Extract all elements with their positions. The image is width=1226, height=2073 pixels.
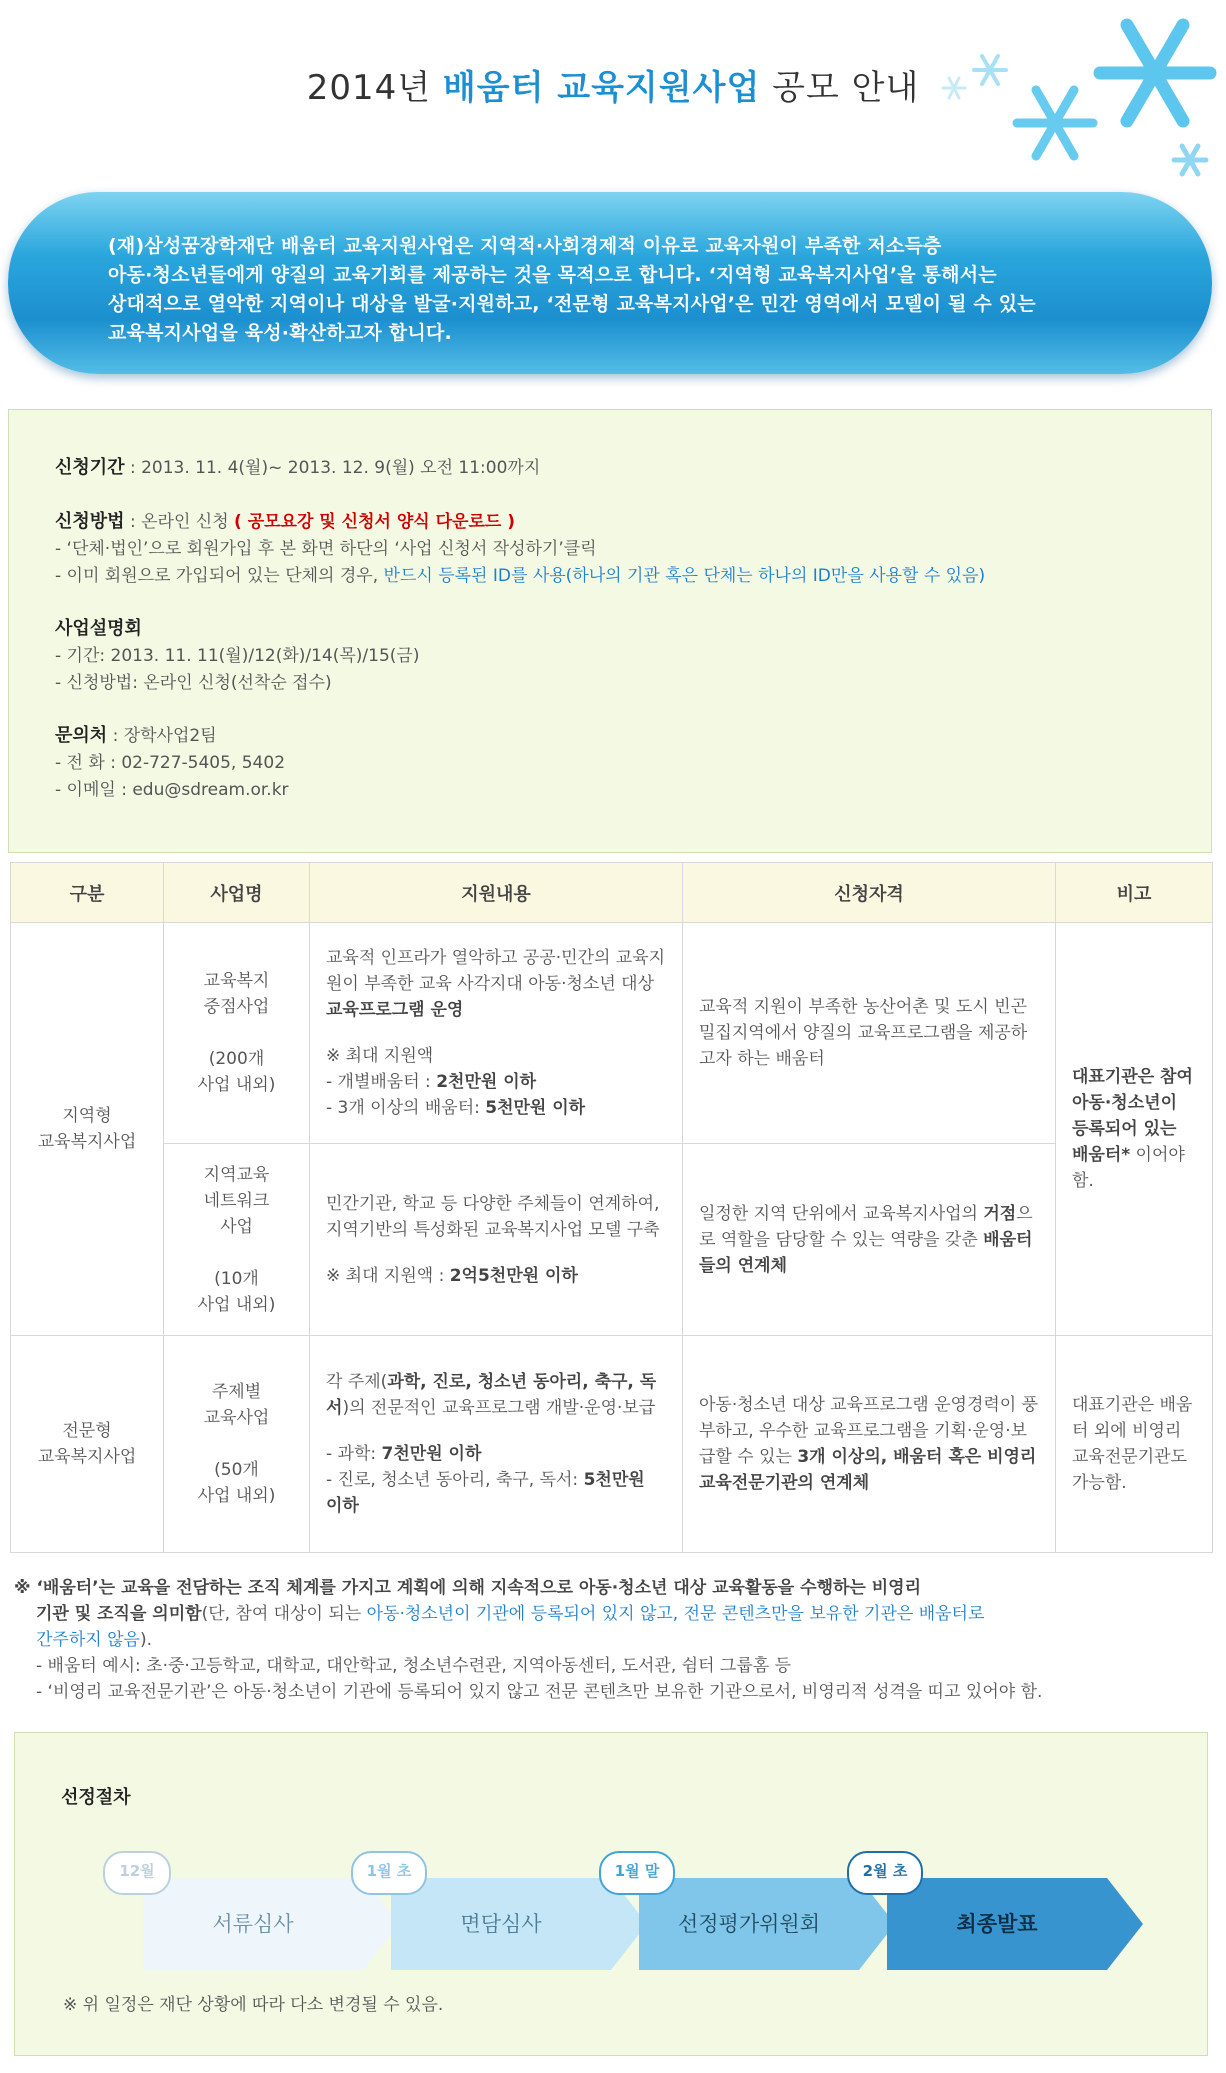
table-row xyxy=(11,1336,1213,1553)
content-bold: 과학, 진로, 청소년 동아리, 축구, 독서 xyxy=(326,1372,657,1418)
intro-line: 상대적으로 열악한 지역이나 대상을 발굴·지원하고, ‘전문형 교육복지사업’은 민간 영역에서 모델이 될 수 있는 xyxy=(108,293,1036,315)
schedule-note: ※ 위 일정은 재단 상황에 따라 다소 변경될 수 있음. xyxy=(63,1995,444,2015)
qualification-cell xyxy=(683,1144,1056,1336)
snowflake-icon xyxy=(1010,78,1100,168)
column-header: 지원내용 xyxy=(310,863,683,923)
content-bold: 2천만원 이하 xyxy=(436,1072,537,1092)
table-header-row xyxy=(11,863,1213,923)
method-line-highlight: 반드시 등록된 ID를 사용(하나의 기관 혹은 단체는 하나의 ID만을 사용할 수 있음) xyxy=(383,566,986,586)
qual-bold: 배움터들의 연계체 xyxy=(699,1229,1033,1276)
intro-text xyxy=(108,232,1128,348)
category-cell: 전문형 교육복지사업 xyxy=(11,1336,164,1553)
contact-phone: - 전 화 : 02-727-5405, 5402 xyxy=(55,753,286,773)
step-label: 면담심사 xyxy=(460,1912,542,1936)
content-text: - 과학: xyxy=(326,1444,382,1464)
qualification-cell: 교육적 지원이 부족한 농산어촌 및 도시 빈곤 밀집지역에서 양질의 교육프로그램을 제공하고자 하는 배움터 xyxy=(683,923,1056,1144)
footnote-line: - 배움터 예시: 초·중·고등학교, 대학교, 대안학교, 청소년수련관, 지역아동센터, 도서관, 쉼터 그룹홈 등 xyxy=(36,1656,791,1676)
qual-text: 아동·청소년 대상 교육프로그램 운영경력이 풍부하고, 우수한 교육프로그램을 기획·운영·보급할 수 있는 xyxy=(699,1395,1039,1467)
title-highlight: 배움터 교육지원사업 xyxy=(442,68,761,108)
footnote-line xyxy=(14,1627,1214,1653)
contact-team: : 장학사업2팀 xyxy=(107,726,217,746)
note-cell xyxy=(1056,923,1213,1336)
footnote-line: - ‘비영리 교육전문기관’은 아동·청소년이 기관에 등록되어 있지 않고 전문 콘텐츠만 보유한 기관으로서, 비영리적 성격을 띠고 있어야 함. xyxy=(36,1682,1043,1702)
application-method xyxy=(55,508,985,590)
content-bold: 7천만원 이하 xyxy=(381,1444,482,1464)
footnote-highlight: 간주하지 않음 xyxy=(36,1630,140,1650)
column-header: 구분 xyxy=(11,863,164,923)
support-content-cell xyxy=(310,1336,683,1553)
contact-label: 문의처 xyxy=(55,725,108,746)
snowflake-icon xyxy=(940,74,968,102)
step-date-badge: 2월 초 xyxy=(847,1851,923,1895)
step-label: 서류심사 xyxy=(212,1912,294,1936)
content-text: - 진로, 청소년 동아리, 축구, 독서: xyxy=(326,1470,584,1490)
method-line: - ‘단체·법인’으로 회원가입 후 본 화면 하단의 ‘사업 신청서 작성하기’클릭 xyxy=(55,539,597,559)
method-label: 신청방법 xyxy=(55,511,125,532)
step-date-badge: 1월 말 xyxy=(599,1851,675,1895)
snowflake-icon xyxy=(1170,140,1210,180)
content-bold: 2억5천만원 이하 xyxy=(449,1265,578,1286)
contact-email: - 이메일 : edu@sdream.or.kr xyxy=(55,780,289,800)
content-text: 민간기관, 학교 등 다양한 주체들이 연계하여, 지역기반의 특성화된 교육복지사업 모델 구축 xyxy=(326,1193,660,1240)
step-date-badge: 12월 xyxy=(103,1851,171,1895)
title-suffix: 공모 안내 xyxy=(760,68,920,108)
intro-line: 아동·청소년들에게 양질의 교육기회를 제공하는 것을 목적으로 합니다. ‘지역형 교육복지사업’을 통해서는 xyxy=(108,264,997,286)
column-header: 신청자격 xyxy=(683,863,1056,923)
content-text: )의 전문적인 교육프로그램 개발·운영·보급 xyxy=(342,1398,656,1418)
application-info-box xyxy=(8,409,1212,853)
step-date-badge: 1월 초 xyxy=(351,1851,427,1895)
method-line xyxy=(55,563,985,590)
content-text: 각 주제( xyxy=(326,1372,388,1392)
qualification-cell xyxy=(683,1336,1056,1553)
content-text: - 3개 이상의 배움터: xyxy=(326,1098,486,1118)
intro-line: 교육복지사업을 육성·확산하고자 합니다. xyxy=(108,322,452,344)
period-value: : 2013. 11. 4(월)~ 2013. 12. 9(월) 오전 11:00까지 xyxy=(124,458,541,478)
title-year: 2014년 xyxy=(306,68,443,108)
content-text: ※ 최대 지원액 xyxy=(326,1046,434,1066)
footnote-line: ※ ‘배움터’는 교육을 전담하는 조직 체계를 가지고 계획에 의해 지속적으로 아동·청소년 대상 교육활동을 수행하는 비영리 xyxy=(14,1578,922,1598)
intro-banner xyxy=(8,192,1212,374)
content-bold: 교육프로그램 운영 xyxy=(326,1000,464,1020)
note-bold: 대표기관은 참여아동·청소년이 등록되어 있는 배움터* xyxy=(1072,1067,1193,1165)
application-period xyxy=(55,454,540,482)
content-bold: 5천만원 이하 xyxy=(485,1098,586,1118)
program-name-cell: 지역교육 네트워크 사업 (10개 사업 내외) xyxy=(164,1144,310,1336)
content-text: - 개별배움터 : xyxy=(326,1072,437,1092)
program-name-cell: 주제별 교육사업 (50개 사업 내외) xyxy=(164,1336,310,1553)
note-cell: 대표기관은 배움터 외에 비영리 교육전문기관도 가능함. xyxy=(1056,1336,1213,1553)
content-bold: 5천만원 이하 xyxy=(326,1470,645,1516)
column-header: 사업명 xyxy=(164,863,310,923)
process-title: 선정절차 xyxy=(61,1787,131,1808)
qual-text: 으로 역할을 담당할 수 있는 역량을 갖춘 xyxy=(699,1203,1033,1250)
intro-line: (재)삼성꿈장학재단 배움터 교육지원사업은 지역적·사회경제적 이유로 교육자원이 부족한 저소득층 xyxy=(108,235,942,257)
program-name-cell: 교육복지 중점사업 (200개 사업 내외) xyxy=(164,923,310,1144)
content-text: ※ 최대 지원액 : xyxy=(326,1265,450,1286)
footnotes xyxy=(14,1575,1214,1705)
qual-bold: 거점 xyxy=(983,1203,1017,1224)
category-cell: 지역형 교육복지사업 xyxy=(11,923,164,1336)
footnote-line xyxy=(14,1601,1214,1627)
briefing-line: - 신청방법: 온라인 신청(선착순 접수) xyxy=(55,673,332,693)
table-row xyxy=(11,1144,1213,1336)
contact-info xyxy=(55,722,289,804)
qual-bold: 3개 이상의, 배움터 혹은 비영리 교육전문기관의 연계체 xyxy=(699,1447,1037,1493)
step-label: 선정평가위원회 xyxy=(677,1912,820,1936)
period-label: 신청기간 xyxy=(55,457,125,478)
support-content-cell xyxy=(310,923,683,1144)
column-header: 비고 xyxy=(1056,863,1213,923)
table-row xyxy=(11,923,1213,1144)
snowflake-icon xyxy=(970,50,1010,90)
program-table xyxy=(10,862,1213,1553)
selection-process-box xyxy=(14,1732,1208,2056)
note-text: 이어야 함. xyxy=(1072,1145,1185,1191)
method-line-text: - 이미 회원으로 가입되어 있는 단체의 경우, xyxy=(55,566,384,586)
briefing-session xyxy=(55,615,419,697)
support-content-cell xyxy=(310,1144,683,1336)
briefing-line: - 기간: 2013. 11. 11(월)/12(화)/14(목)/15(금) xyxy=(55,646,420,666)
footnote-text: (단, 참여 대상이 되는 xyxy=(201,1604,367,1624)
method-value: : 온라인 신청 xyxy=(124,512,235,532)
footnote-highlight: 아동·청소년이 기관에 등록되어 있지 않고, 전문 콘텐츠만을 보유한 기관은 배움터로 xyxy=(366,1604,985,1624)
download-link[interactable]: ( 공모요강 및 신청서 양식 다운로드 ) xyxy=(234,512,515,532)
snowflake-icon xyxy=(1090,8,1220,138)
step-label: 최종발표 xyxy=(956,1912,1038,1936)
briefing-label: 사업설명회 xyxy=(55,618,142,639)
footnote-text: ). xyxy=(139,1630,152,1650)
content-text: 교육적 인프라가 열악하고 공공·민간의 교육지원이 부족한 교육 사각지대 아동·청소년 대상 xyxy=(326,948,666,994)
footnote-bold: 기관 및 조직을 의미함 xyxy=(36,1604,202,1624)
qual-text: 일정한 지역 단위에서 교육복지사업의 xyxy=(699,1203,984,1224)
